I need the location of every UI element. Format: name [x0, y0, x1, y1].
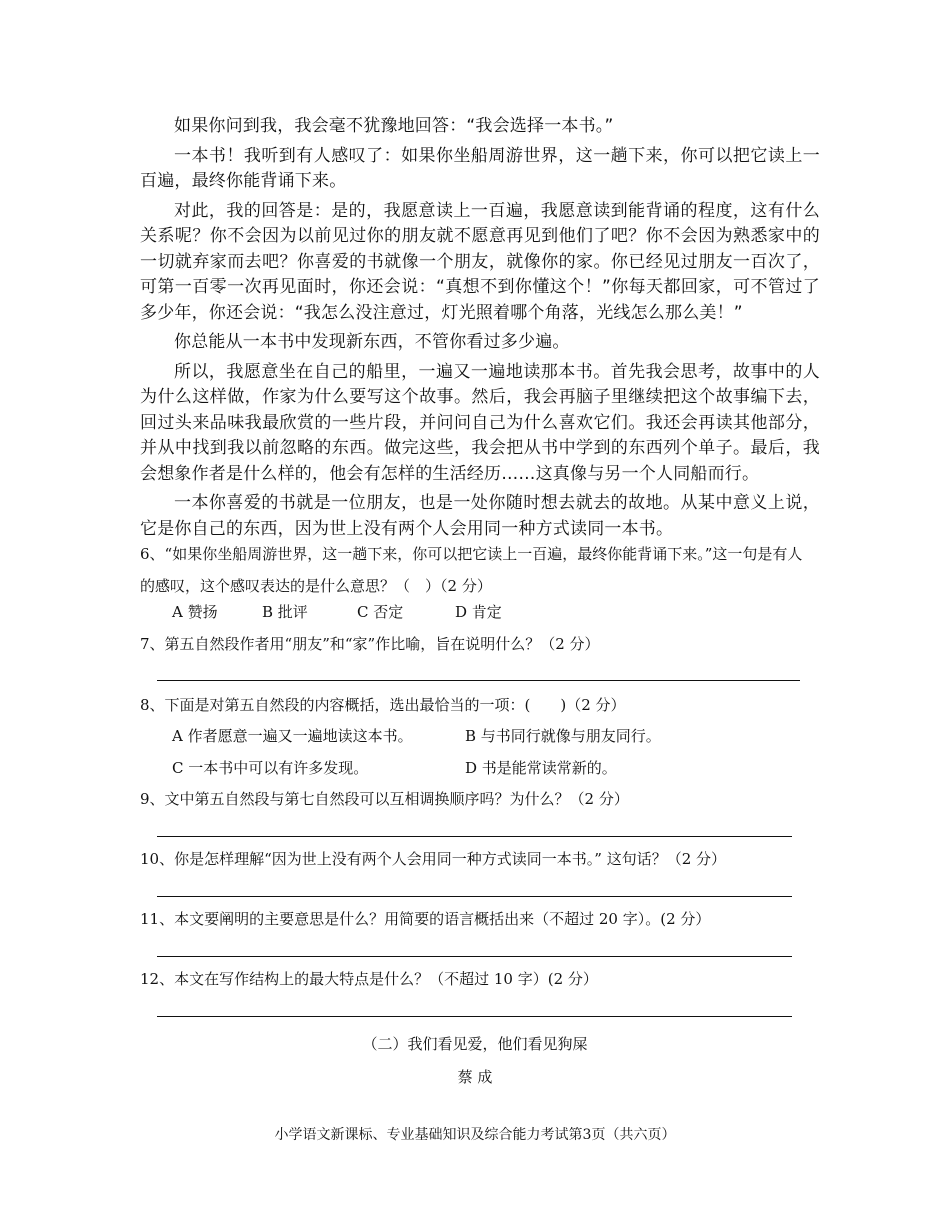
- answer-line-7[interactable]: [157, 680, 800, 681]
- page-footer: 小学语文新课标、专业基础知识及综合能力考试第3页（共六页）: [274, 1127, 676, 1143]
- passage-paragraph: 如果你问到我，我会毫不犹豫地回答：“我会选择一本书。”: [174, 116, 614, 136]
- question-8-option-b: B 与书同行就像与朋友同行。: [465, 727, 661, 745]
- passage-paragraph: 一本你喜爱的书就是一位朋友，也是一处你随时想去就去的故地。从某中意义上说，它是你自己的东西，因为世上没有两个人会用同一种方式读同一本书。: [140, 493, 820, 539]
- section-title: （二）我们看见爱，他们看见狗屎: [362, 1035, 588, 1053]
- reading-passage: [140, 114, 820, 546]
- question-12: 12、本文在写作结构上的最大特点是什么？（不超过 10 字）(2 分）: [140, 970, 598, 988]
- question-6-option-b: B 批评: [262, 603, 308, 621]
- answer-line-11[interactable]: [157, 956, 792, 957]
- question-8-option-a: A 作者愿意一遍又一遍地读这本书。: [172, 727, 413, 745]
- question-6-option-d: D 肯定: [455, 603, 502, 621]
- passage-paragraph: 所以，我愿意坐在自己的船里，一遍又一遍地读那本书。首先我会思考，故事中的人为什么这样做，作家为什么要写这个故事。然后，我会再脑子里继续把这个故事编下去，回过头来品味我最欣赏的一些片段，并问问自己为什么喜欢它们。我还会再读其他部分，并从中找到我以前忽略的东西。做完这些，我会把从书中学到的东西列个单子。最后，我会想象作者是什么样的，他会有怎样的生活经历……这真像与另一个人同船而行。: [140, 361, 820, 484]
- question-8-option-c: C 一本书中可以有许多发现。: [172, 759, 369, 777]
- question-6-option-a: A 赞扬: [172, 603, 218, 621]
- question-6: 6、“如果你坐船周游世界，这一趟下来，你可以把它读上一百遍，最终你能背诵下来。”这一句是有人的感叹，这个感叹表达的是什么意思？（ ）（2 分）: [140, 545, 803, 595]
- passage-paragraph: 对此，我的回答是：是的，我愿意读上一百遍，我愿意读到能背诵的程度，这有什么关系呢？你不会因为以前见过你的朋友就不愿意再见到他们了吧？你不会因为熟悉家中的一切就弃家而去吧？你喜爱的书就像一个朋友，就像你的家。你已经见过朋友一百次了，可第一百零一次再见面时，你还会说：“真想不到你懂这个！”你每天都回家，可不管过了多少年，你还会说：“我怎么没注意过，灯光照着哪个角落，光线怎么那么美！”: [140, 200, 820, 323]
- passage-paragraph: 一本书！我听到有人感叹了：如果你坐船周游世界，这一趟下来，你可以把它读上一百遍，最终你能背诵下来。: [140, 145, 820, 191]
- section-author: 蔡 成: [457, 1068, 493, 1086]
- question-8-option-d: D 书是能常读常新的。: [465, 759, 617, 777]
- answer-line-10[interactable]: [157, 896, 792, 897]
- question-11: 11、本文要阐明的主要意思是什么？用简要的语言概括出来（不超过 20 字）。(2 分）: [140, 910, 711, 928]
- passage-paragraph: 你总能从一本书中发现新东西，不管你看过多少遍。: [174, 332, 570, 352]
- question-7: 7、第五自然段作者用“朋友”和“家”作比喻，旨在说明什么？（2 分）: [140, 635, 600, 653]
- question-9: 9、文中第五自然段与第七自然段可以互相调换顺序吗？为什么？（2 分）: [140, 790, 629, 808]
- question-6-option-c: C 否定: [357, 603, 404, 621]
- answer-line-12[interactable]: [157, 1016, 792, 1017]
- question-10: 10、你是怎样理解“因为世上没有两个人会用同一种方式读同一本书。” 这句话？（2 分）: [140, 850, 727, 868]
- question-8: 8、下面是对第五自然段的内容概括，选出最恰当的一项：( )（2 分）: [140, 696, 626, 714]
- answer-line-9[interactable]: [157, 836, 792, 837]
